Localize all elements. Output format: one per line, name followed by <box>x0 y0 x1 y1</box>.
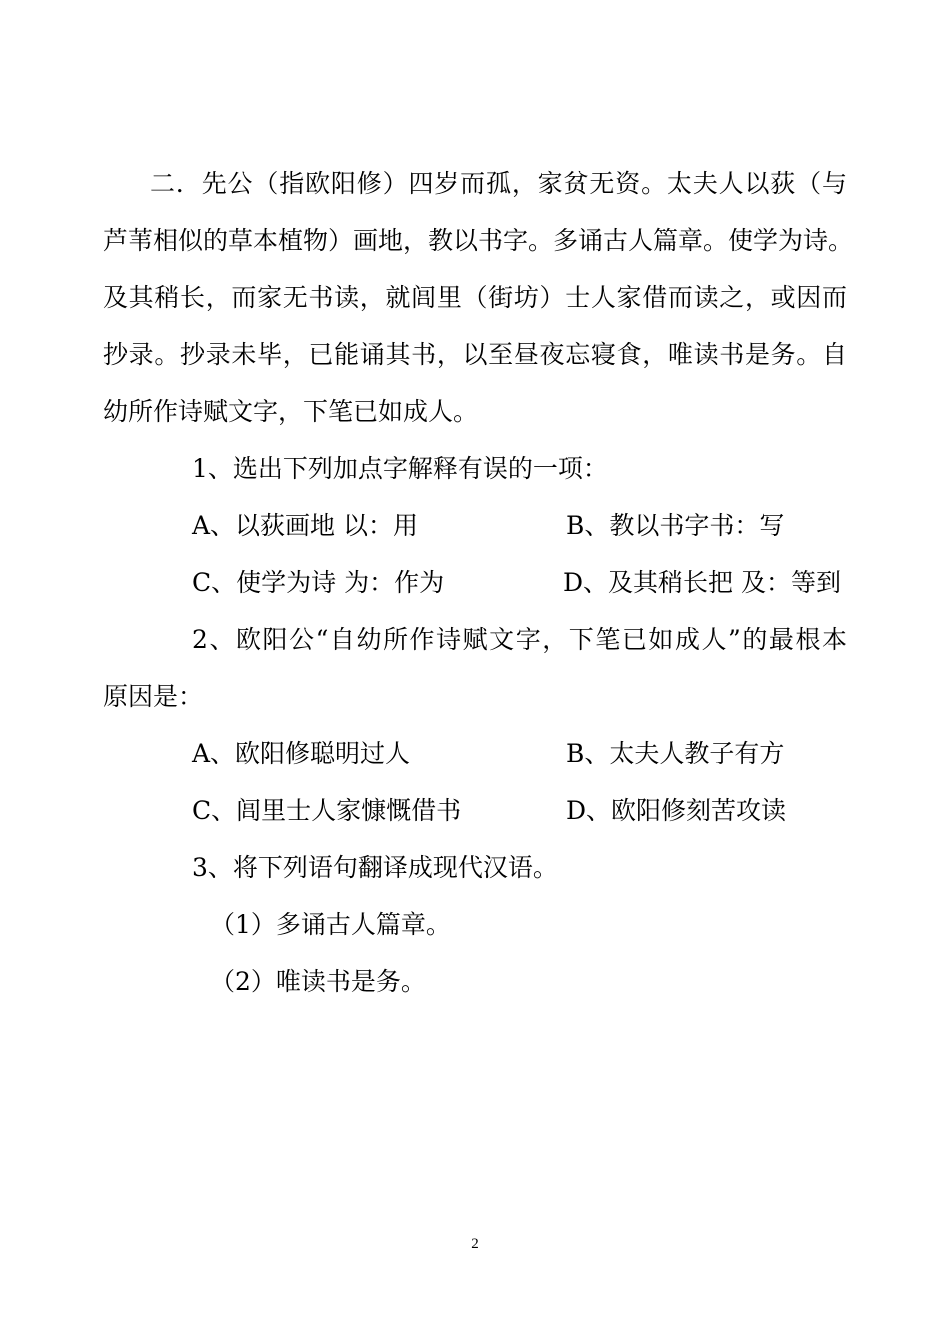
question-2-stem: 2、欧阳公“自幼所作诗赋文字，下笔已如成人”的最根本 <box>192 625 847 654</box>
question-3-stem: 3、将下列语句翻译成现代汉语。 <box>192 853 558 882</box>
question-1-option-b: B、教以书字书：写 <box>566 511 785 540</box>
question-3-item-2: （2）唯读书是务。 <box>210 967 426 996</box>
page-number: 2 <box>471 1236 479 1252</box>
passage-line-2: 芦苇相似的草本植物）画地，教以书字。多诵古人篇章。使学为诗。 <box>103 226 854 255</box>
question-1-stem: 1、选出下列加点字解释有误的一项： <box>192 454 608 483</box>
passage-line-4: 抄录。抄录未毕，已能诵其书，以至昼夜忘寝食，唯读书是务。自 <box>103 340 847 369</box>
passage-line-3: 及其稍长，而家无书读，就闾里（街坊）士人家借而读之，或因而 <box>103 283 847 312</box>
question-2-stem-continued: 原因是： <box>103 682 204 711</box>
question-2-option-b: B、太夫人教子有方 <box>566 739 785 768</box>
question-1-option-c: C、使学为诗 为：作为 <box>192 568 445 597</box>
passage-line-1: 二．先公（指欧阳修）四岁而孤，家贫无资。太夫人以荻（与 <box>150 169 847 198</box>
question-3-item-1: （1）多诵古人篇章。 <box>210 910 451 939</box>
question-1-option-a: A、以荻画地 以：用 <box>192 511 419 540</box>
question-1-option-d: D、及其稍长把 及：等到 <box>563 568 841 597</box>
passage-line-5: 幼所作诗赋文字，下笔已如成人。 <box>103 397 479 426</box>
question-2-option-a: A、欧阳修聪明过人 <box>192 739 411 768</box>
question-2-option-d: D、欧阳修刻苦攻读 <box>566 796 787 825</box>
question-2-option-c: C、闾里士人家慷慨借书 <box>192 796 462 825</box>
